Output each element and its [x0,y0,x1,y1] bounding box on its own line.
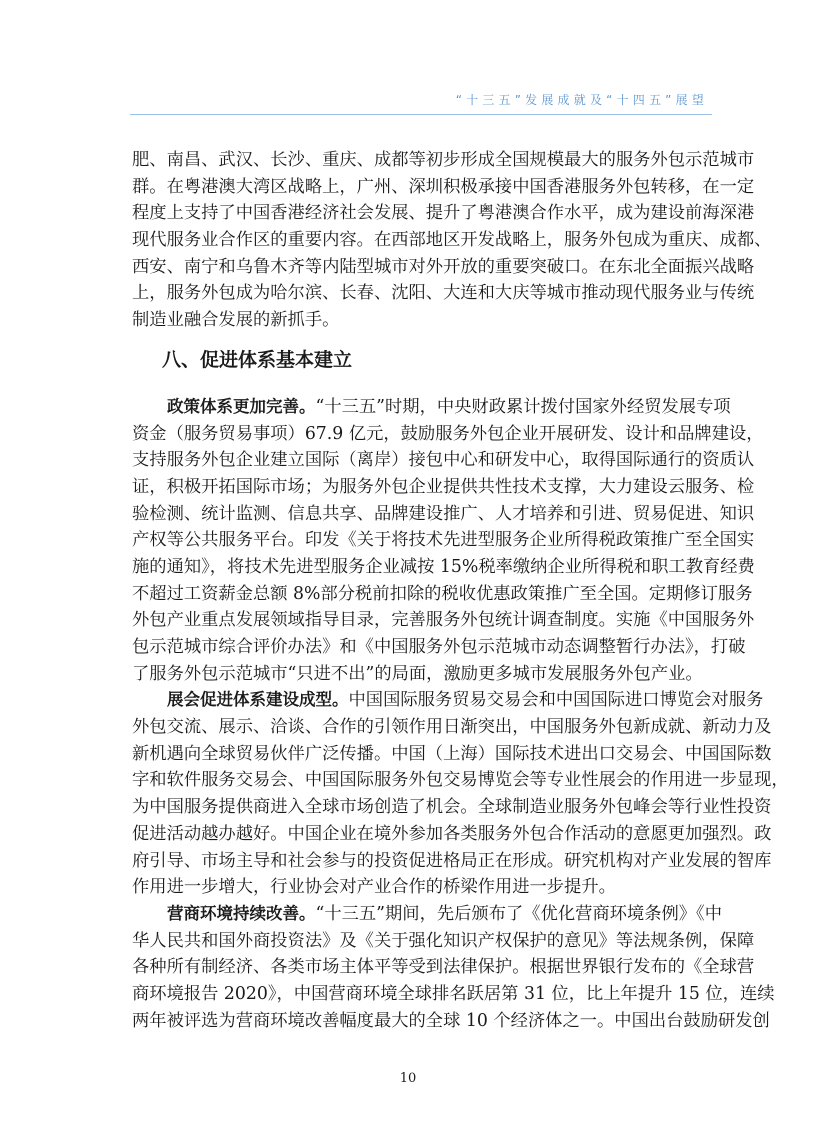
text-line: 新机遇向全球贸易伙伴广泛传播。中国（上海）国际技术进出口交易会、中国国际数 [132,743,772,764]
paragraph-text: “十三五”时期，中央财政累计拨付国家外经贸发展专项 [315,396,731,417]
running-head: “十三五”发展成就及“十四五”展望 [455,93,708,107]
text-line: 产权等公共服务平台。印发《关于将技术先进型服务企业所得税政策推广至全国实 [132,530,755,551]
text-line: 商环境报告 2020》，中国营商环境全球排名跃居第 31 位，比上年提升 15 位，连续 [132,983,775,1004]
text-line: 各种所有制经济、各类市场主体平等受到法律保护。根据世界银行发布的《全球营 [132,957,755,978]
text-line: 外包产业重点发展领域指导目录，完善服务外包统计调查制度。实施《中国服务外 [132,610,755,631]
paragraph-1 [132,147,772,334]
text-line: 群。在粤港澳大湾区战略上，广州、深圳积极承接中国香港服务外包转移，在一定 [132,176,755,197]
paragraph-text: 中国国际服务贸易交易会和中国国际进口博览会对服务 [348,690,764,711]
text-line: 制造业融合发展的新抓手。 [132,310,340,331]
paragraph-first-line [132,687,764,714]
text-line: 肥、南昌、武汉、长沙、重庆、成都等初步形成全国规模最大的服务外包示范城市 [132,150,755,170]
paragraph-business-environment [132,901,775,1034]
section-heading: 八、促进体系基本建立 [162,348,353,371]
text-line: 验检测、统计监测、信息共享、品牌建设推广、人才培养和引进、贸易促进、知识 [132,503,755,524]
text-line: 施的通知》，将技术先进型服务企业减按 15%税率缴纳企业所得税和职工教育经费 [132,556,755,577]
text-line: 华人民共和国外商投资法》及《关于强化知识产权保护的意见》等法规条例，保障 [132,930,755,951]
page-number: 10 [399,1071,417,1086]
text-line: 现代服务业合作区的重要内容。在西部地区开发战略上，服务外包成为重庆、成都、 [132,230,772,251]
paragraph-first-line [132,901,722,928]
text-line: 促进活动越办越好。中国企业在境外参加各类服务外包合作活动的意愿更加强烈。政 [132,823,772,844]
text-line: 作用进一步增大，行业协会对产业合作的桥梁作用进一步提升。 [132,877,616,898]
text-line: 包示范城市综合评价办法》和《中国服务外包示范城市动态调整暂行办法》，打破 [132,637,746,657]
text-line: 程度上支持了中国香港经济社会发展、提升了粤港澳合作水平，成为建设前海深港 [132,203,755,224]
paragraph-lead: 展会促进体系建设成型。 [167,690,349,710]
paragraph-lead: 营商环境持续改善。 [167,903,316,923]
header-rule [130,114,712,115]
paragraph-policy-system [132,394,764,688]
text-line: 外包交流、展示、洽谈、合作的引领作用日渐突出，中国服务外包新成就、新动力及 [132,717,772,738]
text-line: 了服务外包示范城市“只进不出”的局面，激励更多城市发展服务外包产业。 [132,663,703,684]
text-line: 不超过工资薪金总额 8%部分税前扣除的税收优惠政策推广至全国。定期修订服务 [132,583,753,604]
paragraph-lead: 政策体系更加完善。 [167,396,316,416]
text-line: 为中国服务提供商进入全球市场创造了机会。全球制造业服务外包峰会等行业性投资 [132,797,772,818]
paragraph-exhibition-system [132,687,789,901]
text-line: 支持服务外包企业建立国际（离岸）接包中心和研发中心，取得国际通行的资质认 [132,450,755,471]
paragraph-first-line [132,394,731,421]
text-line: 府引导、市场主导和社会参与的投资促进格局正在形成。研究机构对产业发展的智库 [132,850,772,871]
text-line: 证，积极开拓国际市场；为服务外包企业提供共性技术支撑，大力建设云服务、检 [132,476,755,497]
text-line: 字和软件服务交易会、中国国际服务外包交易博览会等专业性展会的作用进一步显现， [132,770,789,791]
text-line: 两年被评选为营商环境改善幅度最大的全球 10 个经济体之一。中国出台鼓励研发创 [132,1010,770,1031]
text-line: 西安、南宁和乌鲁木齐等内陆型城市对外开放的重要突破口。在东北全面振兴战略 [132,256,755,277]
text-line: 上，服务外包成为哈尔滨、长春、沈阳、大连和大庆等城市推动现代服务业与传统 [132,283,755,304]
paragraph-text: “十三五”期间，先后颁布了《优化营商环境条例》《中 [315,903,722,924]
text-line: 资金（服务贸易事项）67.9 亿元，鼓励服务外包企业开展研发、设计和品牌建设， [132,423,764,444]
page-body [132,147,789,1034]
